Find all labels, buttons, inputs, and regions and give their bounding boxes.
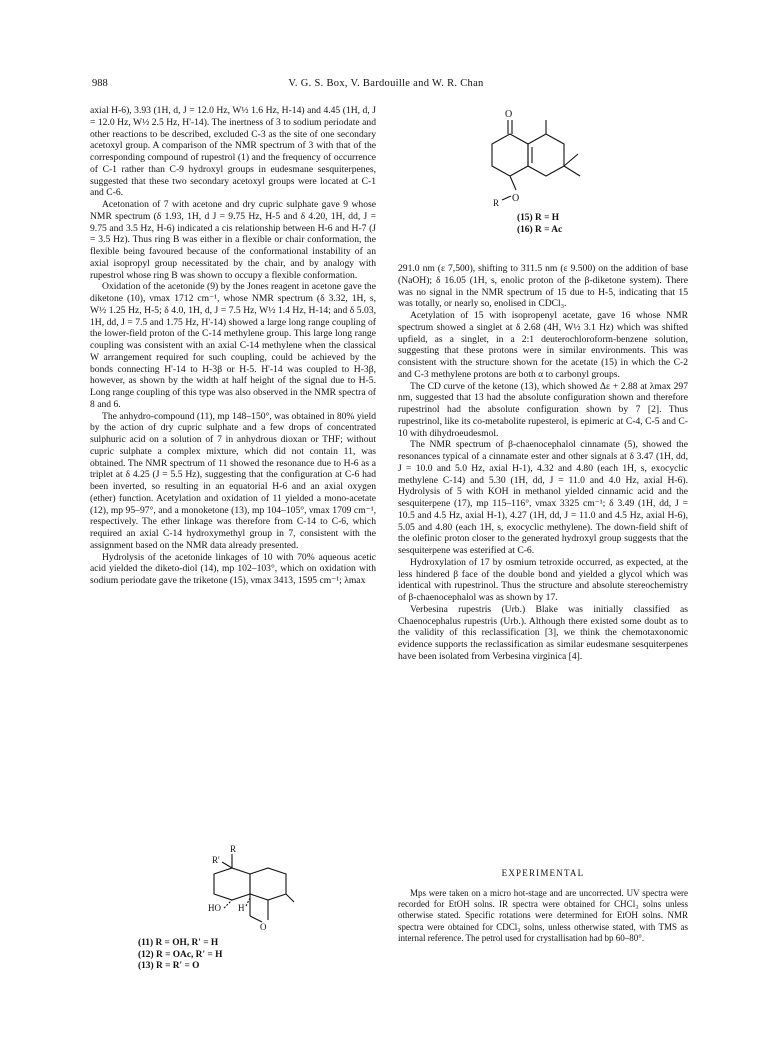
structure-label: (12) R = OAc, R' = H [138,949,223,960]
ring-b [250,868,286,900]
paragraph: Hydrolysis of the acetonide linkages of 10 with 70% aqueous acetic acid yielded the diketo-diol (14), mp 102–103°, which on oxidation with sodium periodate gave the triketone (15), νmax 3413, 1595 cm⁻¹; λmax [90,551,376,586]
structure-label: (15) R = H [517,213,560,223]
paragraph: The CD curve of the ketone (13), which showed Δε + 2.88 at λmax 297 nm, suggested that 13 had the absolute configuration shown and therefore rupestrinol had the absolute configuration shown by 7 [2]. Thus rupestrinol, like its co-metabolite rupesterol, is epimeric at C-4, C-5 and C-10 with dihydroeudesmol. [398,380,688,439]
paragraph: The anhydro-compound (11), mp 148–150°, was obtained in 80% yield by the action of dry cupric sulphate and a few drops of concentrated sulphuric acid on a solution of 7 in anhydrous dioxan or THF; without cupric sulphate a complex mixture, which did not contain 11, was obtained. The NMR spectrum of 11 showed the resonance due to H-6 as a triplet at δ 4.25 (J = 5.5 Hz), suggesting that the configuration at C-6 had been inverted, so resulting in an equatorial H-6 and an axial oxygen (ether) function. Acetylation and oxidation of 11 yielded a mono-acetate (12), mp 95–97°, and a monoketone (13), mp 104–105°, νmax 1709 cm⁻¹, respectively. The ether linkage was therefore from C-14 to C-6, which required an axial C-14 hydroxymethyl group in 7, consistent with the assignment based on the NMR data already presented. [90,410,376,551]
atom-h: H [238,903,245,913]
ring-a [492,134,528,176]
page-number: 988 [92,78,108,89]
paragraph: Mps were taken on a micro hot-stage and are uncorrected. UV spectra were recorded for EtOH solns. IR spectra were obtained for CHCl₃ solns unless otherwise stated. Specific rotations were determined for EtOH solns. NMR spectra were obtained for CDCl₃ solns, unless otherwise stated, with TMS as internal reference. The petrol used for crystallisation had bp 60–80°. [398,888,688,943]
structure-label: (16) R = Ac [517,224,563,235]
ring-b [528,134,564,176]
structure-15-16-labels [517,213,562,236]
structure-label: (13) R = R' = O [138,961,200,971]
atom-ho: HO [208,903,221,913]
atom-o-ring: O [512,193,520,204]
left-column [90,105,376,587]
paragraph: axial H-6), 3.93 (1H, d, J = 12.0 Hz, W½ 1.6 Hz, H-14) and 4.45 (1H, d, J = 12.0 Hz, W½ 2.5 Hz, H'-14). The inertness of 3 to sodium periodate and other reactions to be described, excluded C-3 as the site of one secondary acetoxyl group. A comparison of the NMR spectrum of 3 with that of the corresponding compound of rupestrol (1) and the frequency of occurrence of C-1 rather than C-9 hydroxyl groups in eudesmane sesquiterpenes, suggested that these two secondary acetoxyl groups were located at C-1 and C-6. [90,105,376,199]
right-column [398,263,688,663]
atom-r-prime: R' [212,855,220,865]
paragraph: 291.0 nm (ε 7,500), shifting to 311.5 nm (ε 9.500) on the addition of base (NaOH); δ 16.05 (1H, s, enolic proton of the β-diketone system). There was no signal in the NMR spectrum of 15 due to H-5, indicating that 15 was totally, or nearly so, enolised in CDCl₃. [398,263,688,310]
atom-r: R [493,198,500,208]
atom-o-top: O [505,109,513,120]
paragraph: Acetylation of 15 with isopropenyl acetate, gave 16 whose NMR spectrum showed a singlet at δ 2.68 (4H, W½ 3.1 Hz) which was shifted upfield, as a singlet, in a 2:1 deuterochloroform-benzene solution, suggesting that these protons were in similar environments. This was consistent with the structure shown for the acetate (15) in which the C-2 and C-3 methylene protons are both α to carbonyl groups. [398,310,688,380]
paragraph: The NMR spectrum of β-chaenocephalol cinnamate (5), showed the resonances typical of a cinnamate ester and other signals at δ 3.47 (1H, dd, J = 10.0 and 5.0 Hz, axial H-1), 4.32 and 4.80 (each 1H, s, exocyclic methylene C-14) and 5.30 (1H, dd, J = 11.0 and 4.0 Hz, axial H-6). Hydrolysis of 5 with KOH in methanol yielded cinnamic acid and the sesquiterpene (17), mp 115–116°, νmax 3325 cm⁻¹; δ 3.49 (1H, dd, J = 10.5 and 4.5 Hz, axial H-1), 4.27 (1H, dd, J = 11.0 and 4.5 Hz, axial H-6), 5.05 and 4.80 (each 1H, s, exocyclic methylene). The down-field shift of the olefinic proton closer to the generated hydroxyl group suggests that the sesquiterpene was esterified at C-6. [398,439,688,556]
paragraph: Acetonation of 7 with acetone and dry cupric sulphate gave 9 whose NMR spectrum (δ 1.93, 1H, d J = 9.75 Hz, H-5 and δ 4.20, 1H, dd, J = 9.75 and 3.5 Hz, H-6) indicated a cis relationship between H-6 and H-7 (J = 3.5 Hz). Thus ring B was either in a flexible or chair conformation, the flexible being favoured because of the conformational instability of an axial isopropyl group necessitated by the chair, and by analogy with rupestrol whose ring B was shown to occupy a flexible conformation. [90,199,376,281]
author-line: V. G. S. Box, V. Bardouille and W. R. Chan [288,78,484,89]
paragraph: Verbesina rupestris (Urb.) Blake was initially classified as Chaenocephalus rupestris (Urb.). Although there existed some doubt as to the validity of this reclassification [3], we think the chemotaxonomic evidence supports the reclassification as similar eudesmane sesquiterpenes have been isolated from Verbesina virginica [4]. [398,603,688,662]
running-header [92,78,680,92]
ring-a [214,868,250,900]
structure-label: (11) R = OH, R' = H [138,938,219,948]
experimental-section [398,888,688,944]
structure-11-13-labels [138,938,222,973]
structure-15-16 [468,100,628,212]
structure-11-13 [150,838,300,938]
atom-r: R [230,844,237,854]
section-heading-experimental: EXPERIMENTAL [501,868,585,878]
paragraph: Oxidation of the acetonide (9) by the Jones reagent in acetone gave the diketone (10), νmax 1712 cm⁻¹, whose NMR spectrum (δ 3.32, 1H, s, W½ 1.25 Hz, H-5; δ 4.0, 1H, d, J = 7.5 Hz, W½ 1.4 Hz, H-14; and δ 5.03, 1H, dd, J = 7.5 and 1.75 Hz, H'-14) showed a large long range coupling of the lower-field proton of the C-14 methylene group. This large long range coupling was consistent with an axial C-14 methylene when the classical W arrangement required for such coupling, could be achieved by the bonds connecting H'-14 to H-3β or H-5. H'-14 was coupled to H-3β, however, as shown by the width at half height of the signal due to H-5. Long range coupling of this type was also observed in the NMR spectra of 8 and 6. [90,281,376,410]
paragraph: Hydroxylation of 17 by osmium tetroxide occurred, as expected, at the less hindered β face of the double bond and yielded a glycol which was identical with rupestrinol. Thus the structure and absolute stereochemistry of β-chaenocephalol was as shown by 17. [398,556,688,603]
atom-o: O [260,922,267,932]
